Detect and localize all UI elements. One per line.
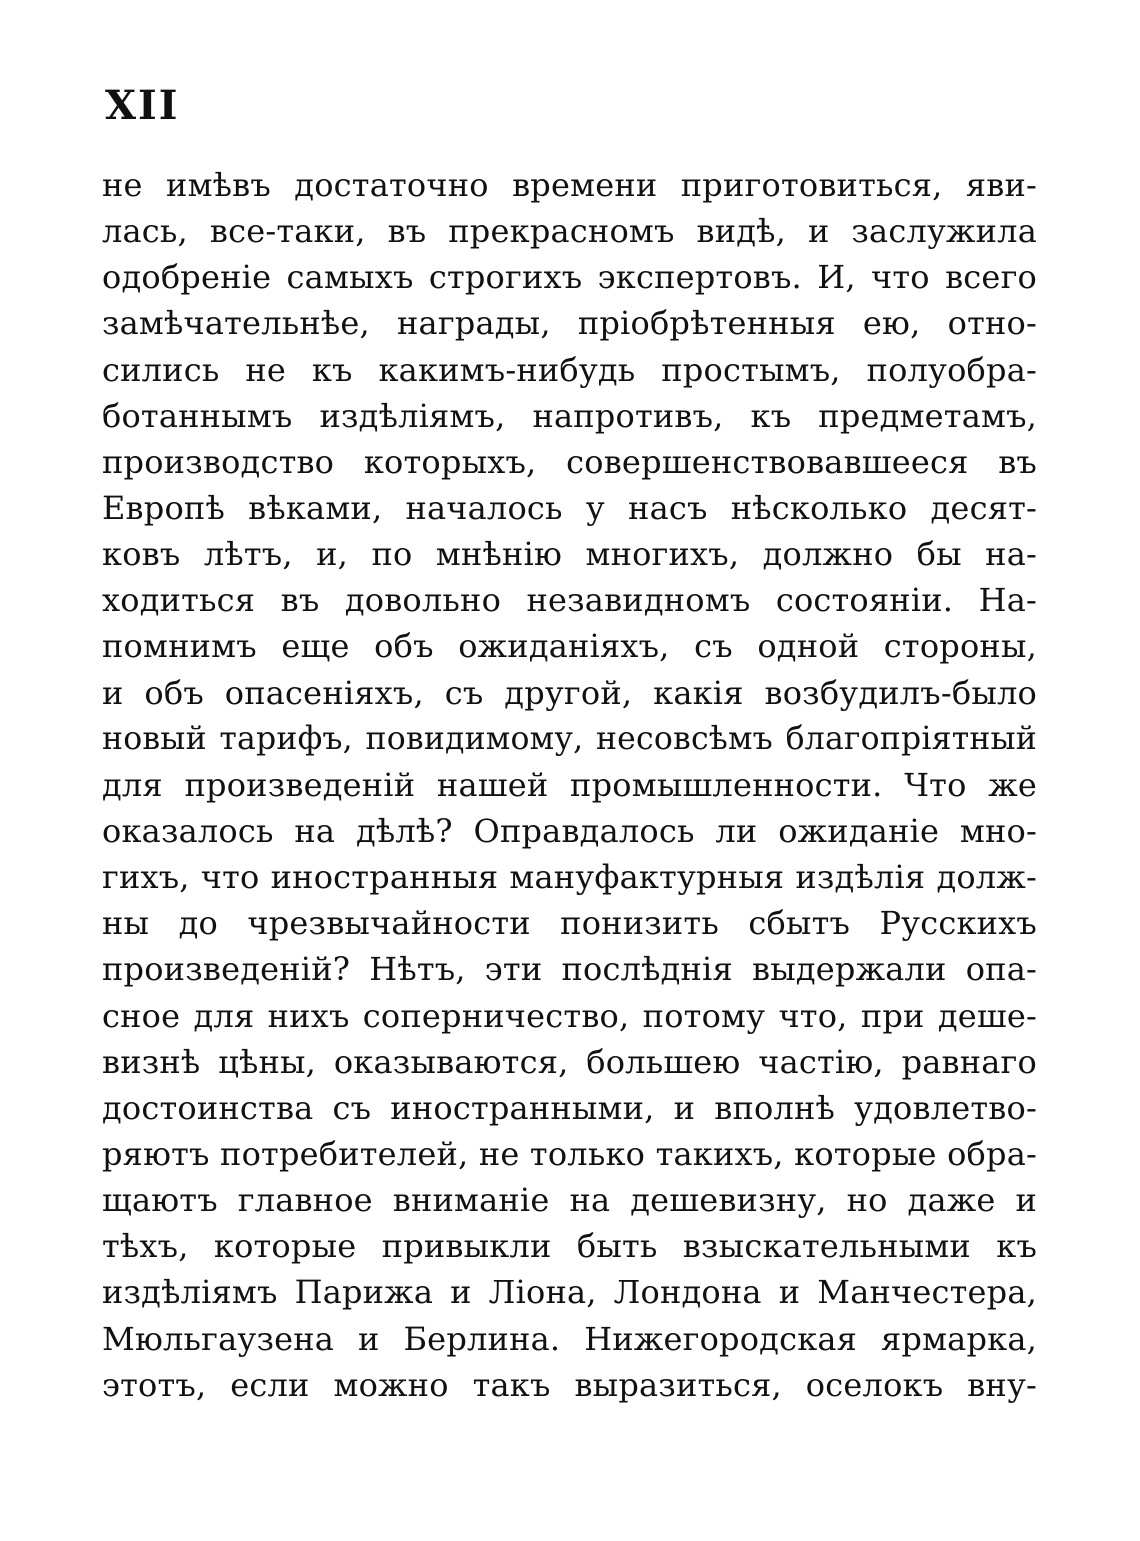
text-line: оказалось на дѣлѣ? Оправдалось ли ожиданіе мно-: [102, 811, 1037, 850]
text-line: ряютъ потребителей, не только такихъ, которые обра-: [102, 1134, 1037, 1173]
text-line: замѣчательнѣе, награды, пріобрѣтенныя ею, отно-: [102, 304, 1037, 343]
text-line: ходиться въ довольно незавидномъ состояніи. На-: [102, 581, 1037, 620]
text-line: произведеній? Нѣтъ, эти послѣднія выдержали опа-: [102, 950, 1037, 989]
text-line: достоинства съ иностранными, и вполнѣ удовлетво-: [102, 1088, 1037, 1127]
text-line: ны до чрезвычайности понизить сбытъ Русскихъ: [102, 904, 1037, 943]
text-line: визнѣ цѣны, оказываются, большею частію, равнаго: [102, 1042, 1037, 1081]
text-line: ботаннымъ издѣліямъ, напротивъ, къ предметамъ,: [102, 396, 1037, 435]
text-line: не имѣвъ достаточно времени приготовиться, яви-: [102, 166, 1037, 204]
text-line: новый тарифъ, повидимому, несовсѣмъ благопріятный: [102, 720, 1037, 757]
text-line: помнимъ еще объ ожиданіяхъ, съ одной стороны,: [102, 627, 1037, 666]
text-line: Европѣ вѣками, началось у насъ нѣсколько десят-: [102, 488, 1037, 527]
text-line: щаютъ главное вниманіе на дешевизну, но даже и: [102, 1181, 1037, 1220]
text-line: и объ опасеніяхъ, съ другой, какія возбудилъ-было: [102, 673, 1037, 712]
text-line: производство которыхъ, совершенствовавшееся въ: [102, 442, 1037, 481]
text-line: одобреніе самыхъ строгихъ экспертовъ. И, что всего: [102, 258, 1037, 297]
text-line: сились не къ какимъ-нибудь простымъ, полуобра-: [102, 350, 1037, 389]
text-line: гихъ, что иностранныя мануфактурныя издѣлія долж-: [102, 858, 1037, 897]
text-line: этотъ, если можно такъ выразиться, оселокъ вну-: [102, 1365, 1037, 1404]
body-text: [102, 162, 1037, 1408]
text-line: издѣліямъ Парижа и Ліона, Лондона и Манчестера,: [102, 1273, 1037, 1312]
text-line: лась, все-таки, въ прекрасномъ видѣ, и заслужила: [102, 212, 1037, 251]
text-line: для произведеній нашей промышленности. Что же: [102, 765, 1037, 804]
page-number: XII: [105, 82, 180, 129]
text-line: сное для нихъ соперничество, потому что, при деше-: [102, 996, 1037, 1035]
text-line: ковъ лѣтъ, и, по мнѣнію многихъ, должно бы на-: [102, 535, 1037, 574]
text-line: Мюльгаузена и Берлина. Нижегородская ярмарка,: [102, 1319, 1037, 1358]
text-line: тѣхъ, которые привыкли быть взыскательными къ: [102, 1227, 1037, 1266]
